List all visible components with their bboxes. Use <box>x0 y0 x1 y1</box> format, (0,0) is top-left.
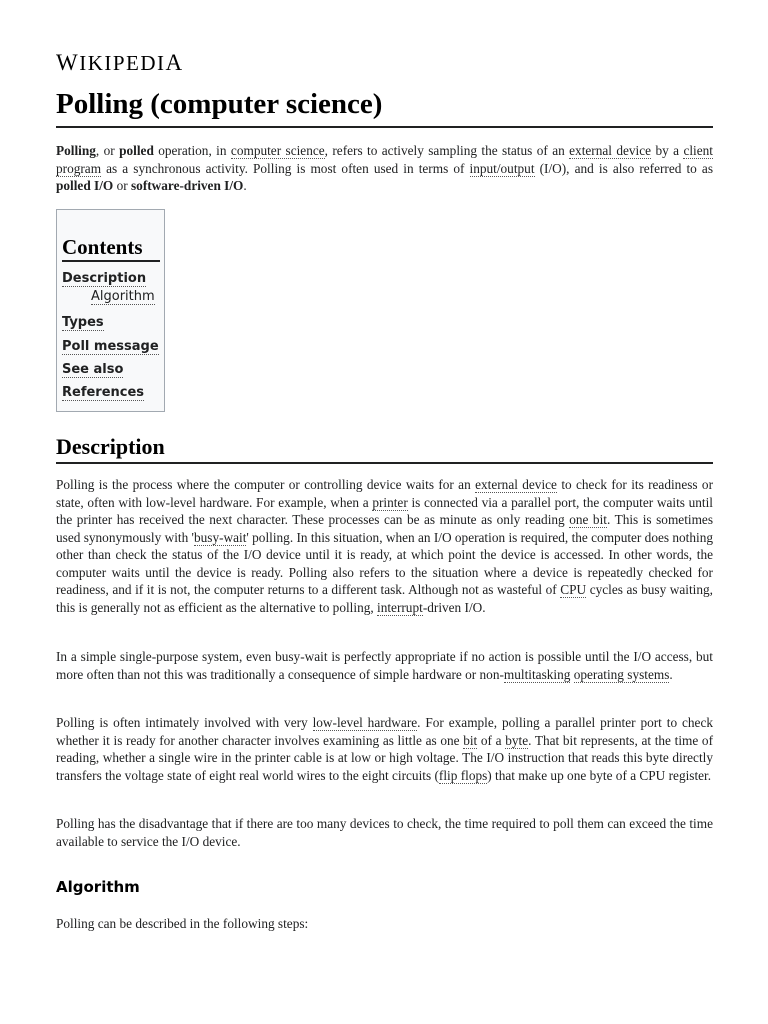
toc-heading: Contents <box>62 234 160 262</box>
section-heading-algorithm: Algorithm <box>56 878 140 896</box>
link-interrupt[interactable]: interrupt <box>377 599 423 615</box>
toc-item-types[interactable]: Types <box>62 315 104 330</box>
description-paragraph-4: Polling has the disadvantage that if there are too many devices to check, the time required to poll them can exceed the time available to service the I/O device. <box>56 816 713 849</box>
toc-item-description[interactable]: Description <box>62 271 147 286</box>
toc-item-see-also[interactable]: See also <box>62 362 124 377</box>
description-paragraph-2: In a simple single-purpose system, even busy-wait is perfectly appropriate if no action is possible until the I/O access, but more often than not this was traditionally a consequence of simple hardware or non-multitasking operating systems. <box>56 649 713 682</box>
link-cpu[interactable]: CPU <box>560 582 587 597</box>
algorithm-paragraph-1: Polling can be described in the following steps: <box>56 916 309 931</box>
link-external-device[interactable]: external device <box>475 477 557 492</box>
link-computer-science[interactable]: computer science <box>230 143 325 158</box>
description-paragraph-3: Polling is often intimately involved with very low-level hardware. For example, polling a parallel printer port to check whether it is ready for another character involves examining as little as one bit of a byte. That bit represents, at the time of reading, whether a single wire in the printer cable is at low or high voltage. The I/O instruction that reads this byte directly transfers the voltage state of eight real world wires to the eight circuits (flip flops) that make up one byte of a CPU register. <box>56 715 713 783</box>
wikipedia-logo[interactable]: WIKIPEDIA <box>56 50 184 75</box>
link-printer[interactable]: printer <box>372 494 408 510</box>
link-bit[interactable]: bit <box>463 732 478 748</box>
link-client-program[interactable]: client program <box>56 143 713 176</box>
description-paragraph-1: Polling is the process where the computer or controlling device waits for an external device to check for its readiness or state, often with low-level hardware. For example, when a printer is connected via a parallel port, the computer waits until the printer has received the next character. These processes can be as minute as only reading one bit. This is sometimes used synonymously with 'busy-wait' polling. In this situation, when an I/O operation is required, the computer does nothing other than check the status of the I/O device until it is ready, at which point the device is accessed. In other words, the computer waits until the device is ready. Polling also refers to the situation where a device is repeatedly checked for readiness, and if it is not, the computer returns to a different task. Although not as wasteful of CPU cycles as busy waiting, this is generally not as efficient as the alternative to polling, interrupt-driven I/O. <box>56 477 714 615</box>
page-title: Polling (computer science) <box>56 84 713 128</box>
section-heading-description: Description <box>56 433 713 464</box>
link-byte[interactable]: byte <box>505 732 529 748</box>
toc-item-algorithm[interactable]: Algorithm <box>91 289 155 304</box>
link-multitasking[interactable]: multitasking <box>503 666 571 682</box>
link-external-device[interactable]: external device <box>569 143 652 158</box>
link-operating-systems[interactable]: operating systems <box>573 666 670 682</box>
link-busy-wait[interactable]: busy-wait <box>193 529 247 545</box>
link-one-bit[interactable]: one bit <box>569 512 607 527</box>
link-input-output[interactable]: input/output <box>469 160 535 176</box>
link-flip-flops[interactable]: flip flops <box>438 767 488 783</box>
toc-item-references[interactable]: References <box>62 385 145 400</box>
table-of-contents <box>56 209 165 412</box>
intro-paragraph: Polling, or polled operation, in computer science, refers to actively sampling the status of an external device by a client program as a synchronous activity. Polling is most often used in terms of input/output (I/O), and is also referred to as polled I/O or software-driven I/O. <box>56 143 713 193</box>
link-low-level-hardware[interactable]: low-level hardware <box>312 715 418 730</box>
toc-item-poll-message[interactable]: Poll message <box>62 339 159 354</box>
